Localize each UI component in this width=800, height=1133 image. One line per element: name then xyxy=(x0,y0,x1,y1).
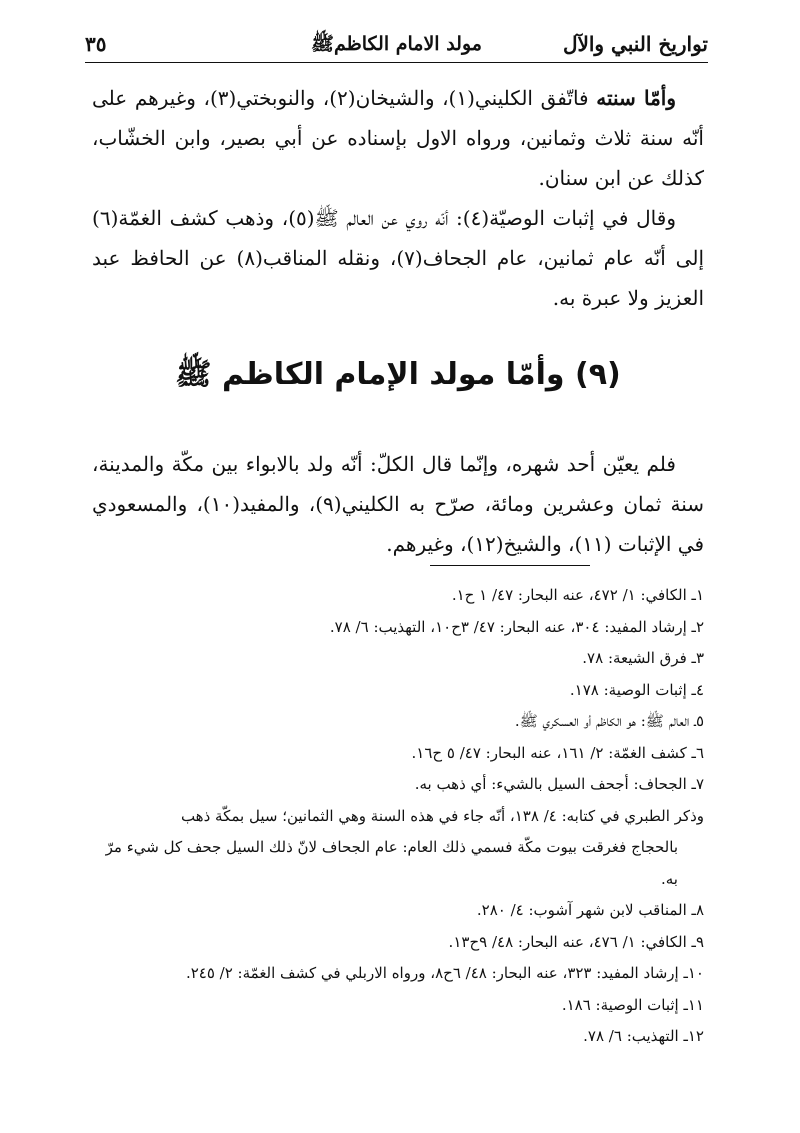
paragraph-text: وقال في إثبات الوصيّة(٤): أنّه روي عن العالم ﷺ(٥)، وذهب كشف الغمّة(٦) إلى أنّه عام ثمانين، عام الجحاف(٧)، ونقله المناقب(٨) عن الحافظ عبد العزيز ولا عبرة به. xyxy=(92,206,704,310)
footnote: ٣ـ فرق الشيعة: ٧٨. xyxy=(582,649,704,667)
chapter-title-text: مولد الامام الكاظم xyxy=(334,33,482,55)
footnote: ٦ـ كشف الغمّة: ٢/ ١٦١، عنه البحار: ٤٧/ ٥ ح١٦. xyxy=(411,743,704,762)
footnote: ٢ـ إرشاد المفيد: ٣٠٤، عنه البحار: ٤٧/ ٣ح١٠، التهذيب: ٦/ ٧٨. xyxy=(329,617,704,636)
book-title: تواريخ النبي والآل xyxy=(562,32,708,56)
footnote: ٧ـ الجحاف: أجحف السيل بالشيء: أي ذهب به. xyxy=(414,775,704,793)
footnote-continuation: بالحجاج فغرقت بيوت مكّة فسمي ذلك العام: عام الجحاف لانّ ذلك السيل جحف كل شيء مرّ به. xyxy=(105,838,678,888)
footnote: ١ـ الكافي: ١/ ٤٧٢، عنه البحار: ٤٧/ ١ ح١. xyxy=(451,586,704,604)
footnote: ٩ـ الكافي: ١/ ٤٧٦، عنه البحار: ٤٨/ ٩ح١٣. xyxy=(448,932,704,951)
paragraph-ithbat xyxy=(92,198,704,318)
footnote: ٥ـ العالم ﷺ: هو الكاظم أو العسكري ﷺ. xyxy=(514,712,704,730)
footnote: ١١ـ إثبات الوصية: ١٨٦. xyxy=(561,995,704,1014)
section-title: (٩) وأمّا مولد الإمام الكاظم ﷺ xyxy=(175,357,621,392)
footnote: ٨ـ المناقب لابن شهر آشوب: ٤/ ٢٨٠. xyxy=(476,901,704,919)
page-header xyxy=(85,30,708,62)
paragraph-birth-year xyxy=(92,78,704,198)
header-rule xyxy=(85,62,708,63)
footnotes xyxy=(92,580,704,1053)
paragraph-text: فلم يعيّن أحد شهره، وإنّما قال الكلّ: أنّه ولد بالابواء بين مكّة والمدينة، سنة ثمان وعشرين ومائة، صرّح به الكليني(٩)، والمفيد(١٠)، والمسعودي في الإثبات (١١)، والشيخ(١٢)، وغيرهم. xyxy=(92,452,704,556)
chapter-honorific: ﷺ xyxy=(311,33,334,55)
paragraph-text: فاتّفق الكليني(١)، والشيخان(٢)، والنوبختي(٣)، وغيرهم على أنّه سنة ثلاث وثمانين، ورواه الاول بإسناده عن أبي بصير، وابن الخشّاب، كذلك عن ابن سنان. xyxy=(92,86,704,190)
footnote: ٤ـ إثبات الوصية: ١٧٨. xyxy=(569,680,704,699)
footnote: ١٢ـ التهذيب: ٦/ ٧٨. xyxy=(583,1027,704,1045)
footnote-rule xyxy=(430,565,590,566)
paragraph-lead: وأمّا سنته xyxy=(596,86,677,110)
footnote-continuation: وذكر الطبري في كتابه: ٤/ ١٣٨، أنّه جاء في هذه السنة وهي الثمانين؛ سيل بمكّة ذهب xyxy=(180,806,704,825)
chapter-title xyxy=(85,32,708,60)
paragraph-birth xyxy=(92,444,704,564)
page-number: ٣٥ xyxy=(85,32,107,56)
footnote: ١٠ـ إرشاد المفيد: ٣٢٣، عنه البحار: ٤٨/ ٦ح٨، ورواه الاربلي في كشف الغمّة: ٢/ ٢٤٥. xyxy=(185,964,704,982)
